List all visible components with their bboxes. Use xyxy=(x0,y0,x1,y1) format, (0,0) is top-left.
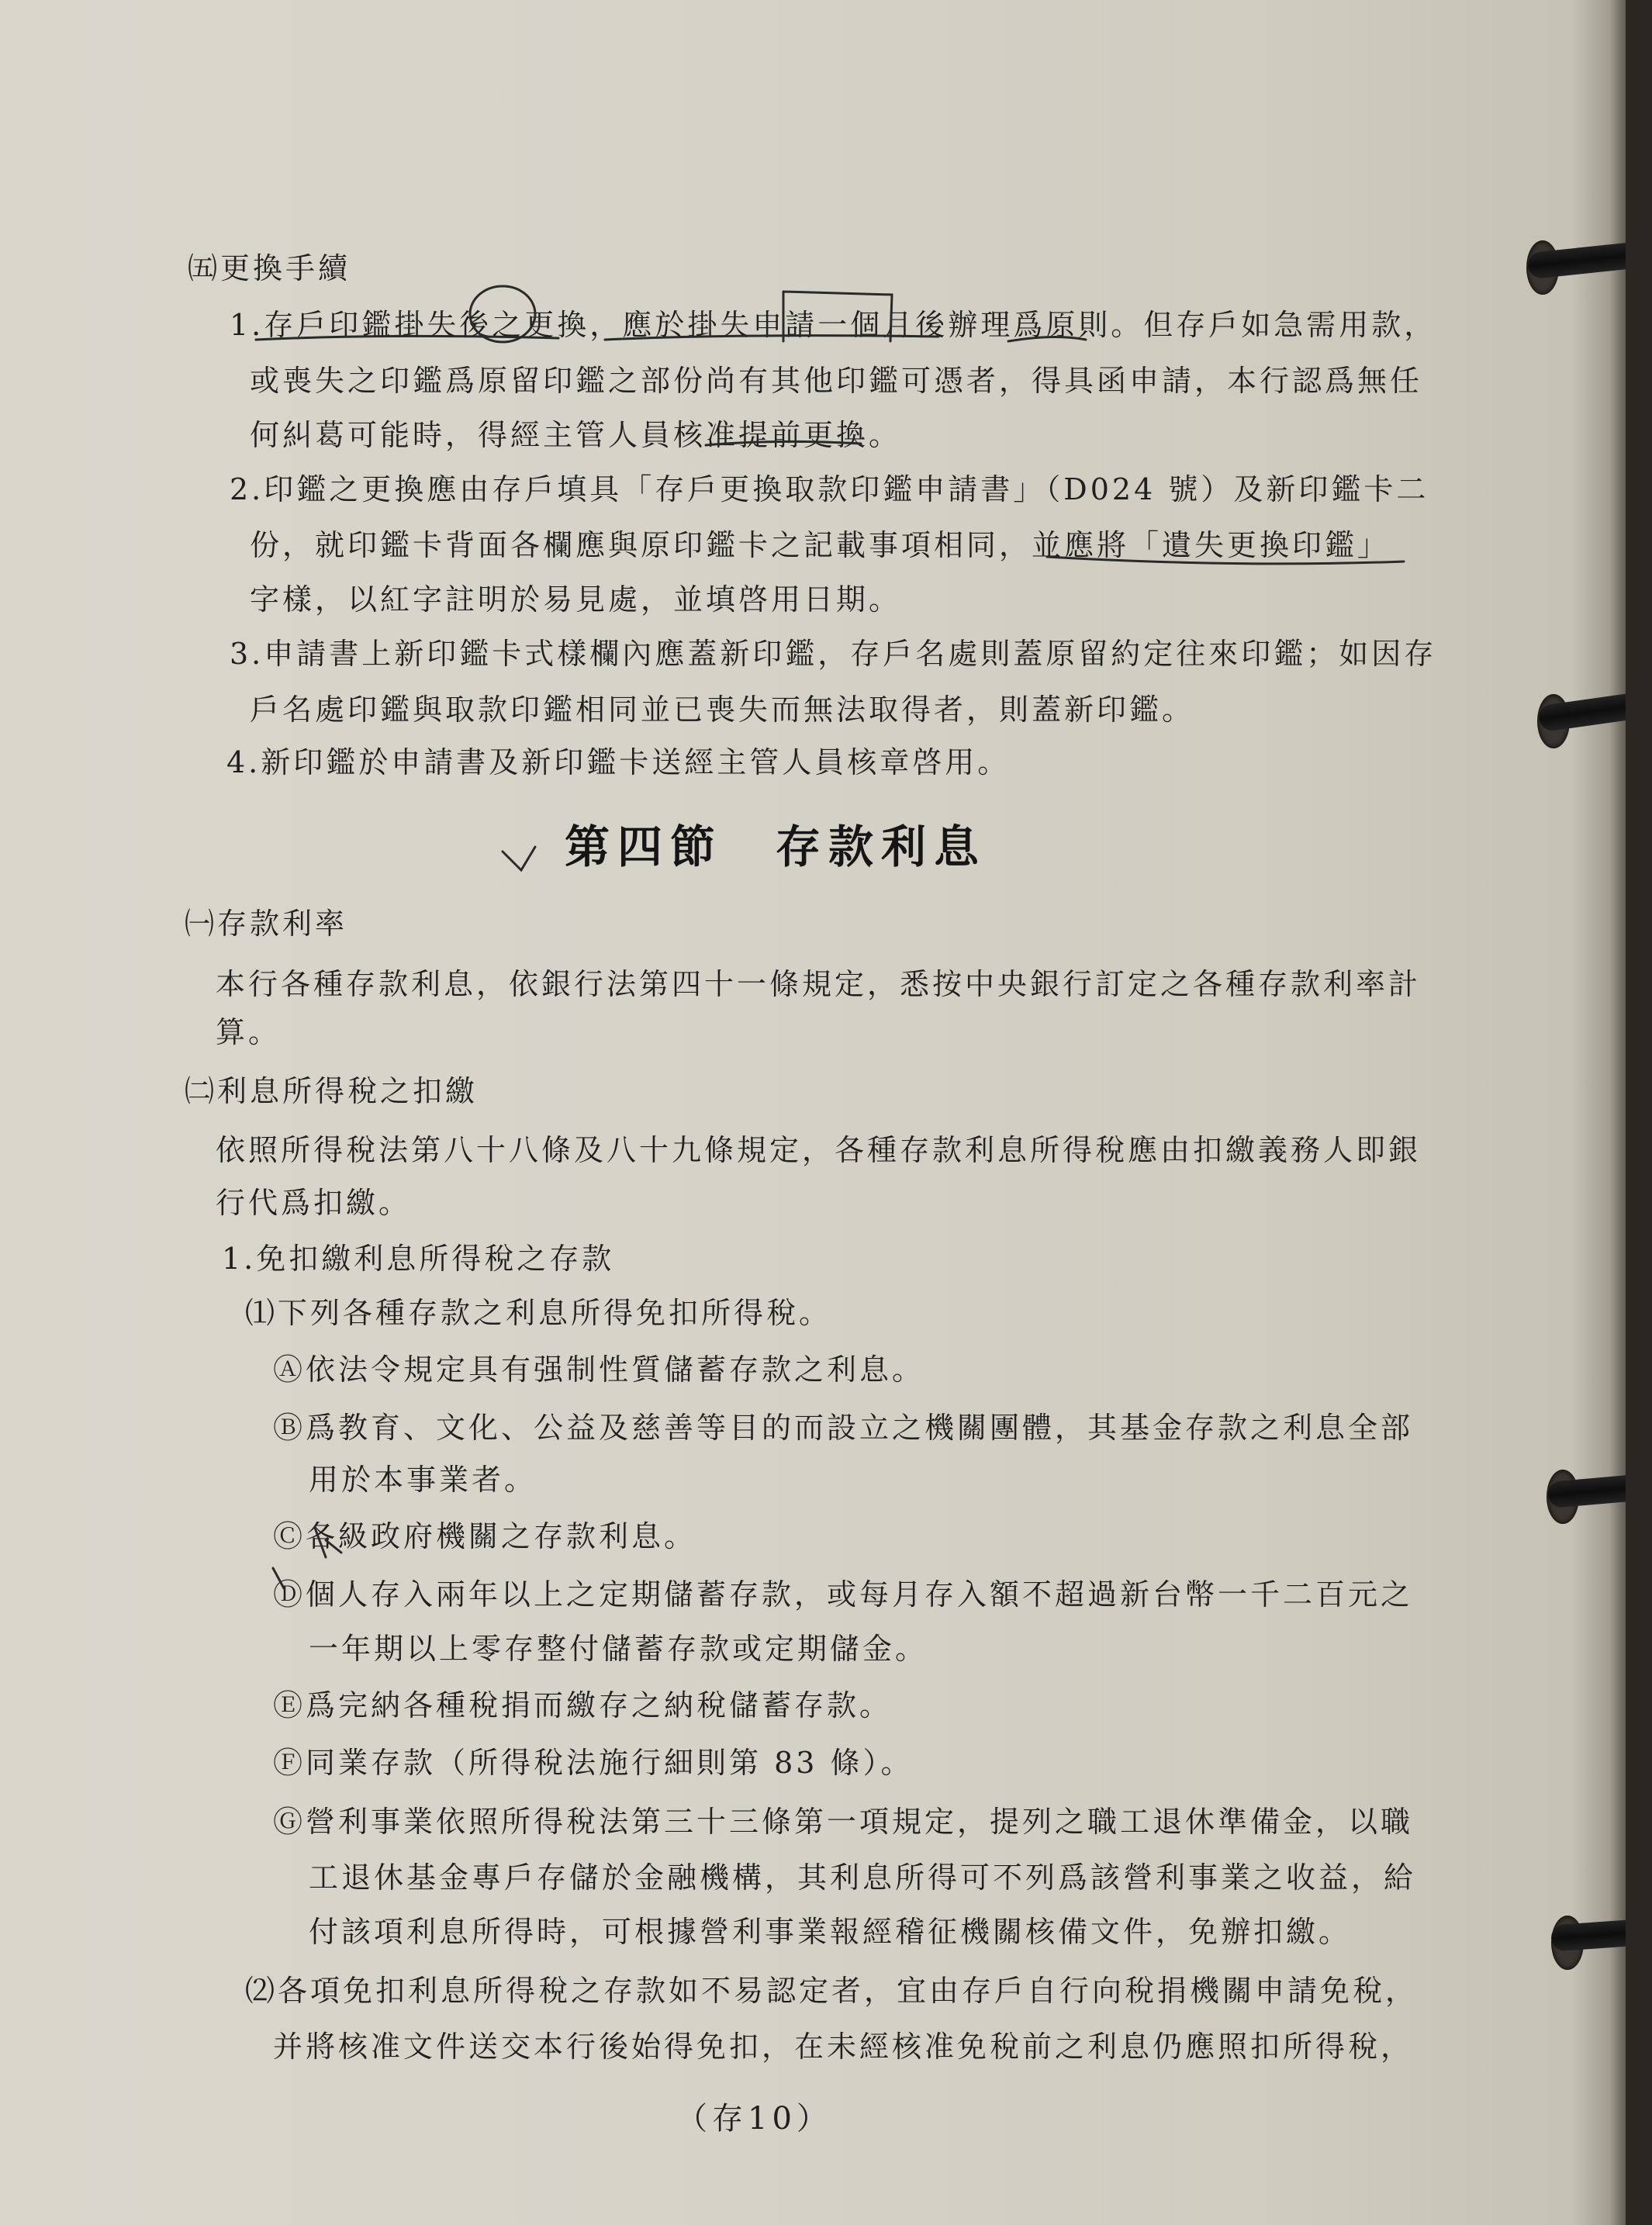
text-line: 一年期以上零存整付儲蓄存款或定期儲金。 xyxy=(309,1632,928,1666)
text-line: Ⓕ同業存款（所得稅法施行細則第 83 條）。 xyxy=(273,1746,914,1780)
text-line: 4.新印鑑於申請書及新印鑑卡送經主管人員核章啓用。 xyxy=(226,745,1011,779)
text-line: 2.印鑑之更換應由存戶填具「存戶更換取款印鑑申請書」（D024 號）及新印鑑卡二 xyxy=(230,472,1429,506)
pen-checkmark xyxy=(503,847,535,870)
text-line: ⑴下列各種存款之利息所得免扣所得稅。 xyxy=(245,1296,832,1330)
text-line: 用於本事業者。 xyxy=(309,1463,537,1497)
text-line: 1.免扣繳利息所得稅之存款 xyxy=(222,1242,615,1276)
text-line: ㈤更換手續 xyxy=(188,251,351,285)
text-line: ㈠存款利率 xyxy=(185,907,348,941)
text-line: 算。 xyxy=(216,1015,282,1049)
text-line: 3.申請書上新印鑑卡式樣欄內應蓋新印鑑，存戶名處則蓋原留約定往來印鑑；如因存 xyxy=(230,637,1437,671)
text-line: Ⓑ爲教育、文化、公益及慈善等目的而設立之機關團體，其基金存款之利息全部 xyxy=(273,1411,1414,1445)
text-line: 戶名處印鑑與取款印鑑相同並已喪失而無法取得者，則蓋新印鑑。 xyxy=(250,693,1195,727)
text-line: 本行各種存款利息，依銀行法第四十一條規定，悉按中央銀行訂定之各種存款利率計 xyxy=(216,967,1422,1001)
text-line: 并將核准文件送交本行後始得免扣，在未經核准免稅前之利息仍應照扣所得稅， xyxy=(273,2030,1414,2064)
pen-underline xyxy=(1008,337,1086,341)
text-line: 付該項利息所得時，可根據營利事業報經稽征機關核備文件，免辦扣繳。 xyxy=(309,1915,1352,1949)
text-line: Ⓐ依法令規定具有强制性質儲蓄存款之利息。 xyxy=(273,1353,925,1387)
text-line: 份，就印鑑卡背面各欄應與原印鑑卡之記載事項相同，並應將「遺失更換印鑑」 xyxy=(250,528,1391,562)
pen-mark xyxy=(315,1528,341,1557)
pen-underline xyxy=(1047,557,1404,564)
pen-box xyxy=(783,292,892,341)
text-line: 或喪失之印鑑爲原留印鑑之部份尚有其他印鑑可憑者，得具函申請，本行認爲無任 xyxy=(250,364,1423,398)
text-line: 依照所得稅法第八十八條及八十九條規定，各種存款利息所得稅應由扣繳義務人即銀 xyxy=(216,1133,1422,1167)
page-number: （存10） xyxy=(676,2101,832,2137)
text-line: Ⓒ各級政府機關之存款利息。 xyxy=(273,1519,697,1553)
section-title: 第四節 存款利息 xyxy=(565,821,987,873)
text-line: 字樣，以紅字註明於易見處，並填啓用日期。 xyxy=(250,582,902,617)
text-line: ⑵各項免扣利息所得稅之存款如不易認定者，宜由存戶自行向稅捐機關申請免稅， xyxy=(245,1974,1419,2008)
text-line: 行代爲扣繳。 xyxy=(216,1186,412,1220)
text-line: 1.存戶印鑑掛失後之更換，應於掛失申請一個月後辦理爲原則。但存戶如急需用款， xyxy=(230,308,1437,342)
text-line: Ⓓ個人存入兩年以上之定期儲蓄存款，或每月存入額不超過新台幣一千二百元之 xyxy=(273,1577,1414,1612)
text-line: Ⓔ爲完納各種稅捐而繳存之納稅儲蓄存款。 xyxy=(273,1688,893,1722)
text-line: Ⓖ營利事業依照所得稅法第三十三條第一項規定，提列之職工退休準備金，以職 xyxy=(273,1805,1414,1839)
pen-underline xyxy=(706,441,861,445)
pen-mark xyxy=(273,1568,284,1588)
pen-underline xyxy=(605,336,938,340)
text-line: 何糾葛可能時，得經主管人員核准提前更換。 xyxy=(250,418,902,452)
text-line: ㈡利息所得稅之扣繳 xyxy=(185,1074,479,1108)
text-line: 工退休基金專戶存儲於金融機構，其利息所得可不列爲該營利事業之收益，給 xyxy=(309,1861,1417,1895)
pen-underline xyxy=(256,336,558,340)
pen-circle xyxy=(470,286,535,342)
